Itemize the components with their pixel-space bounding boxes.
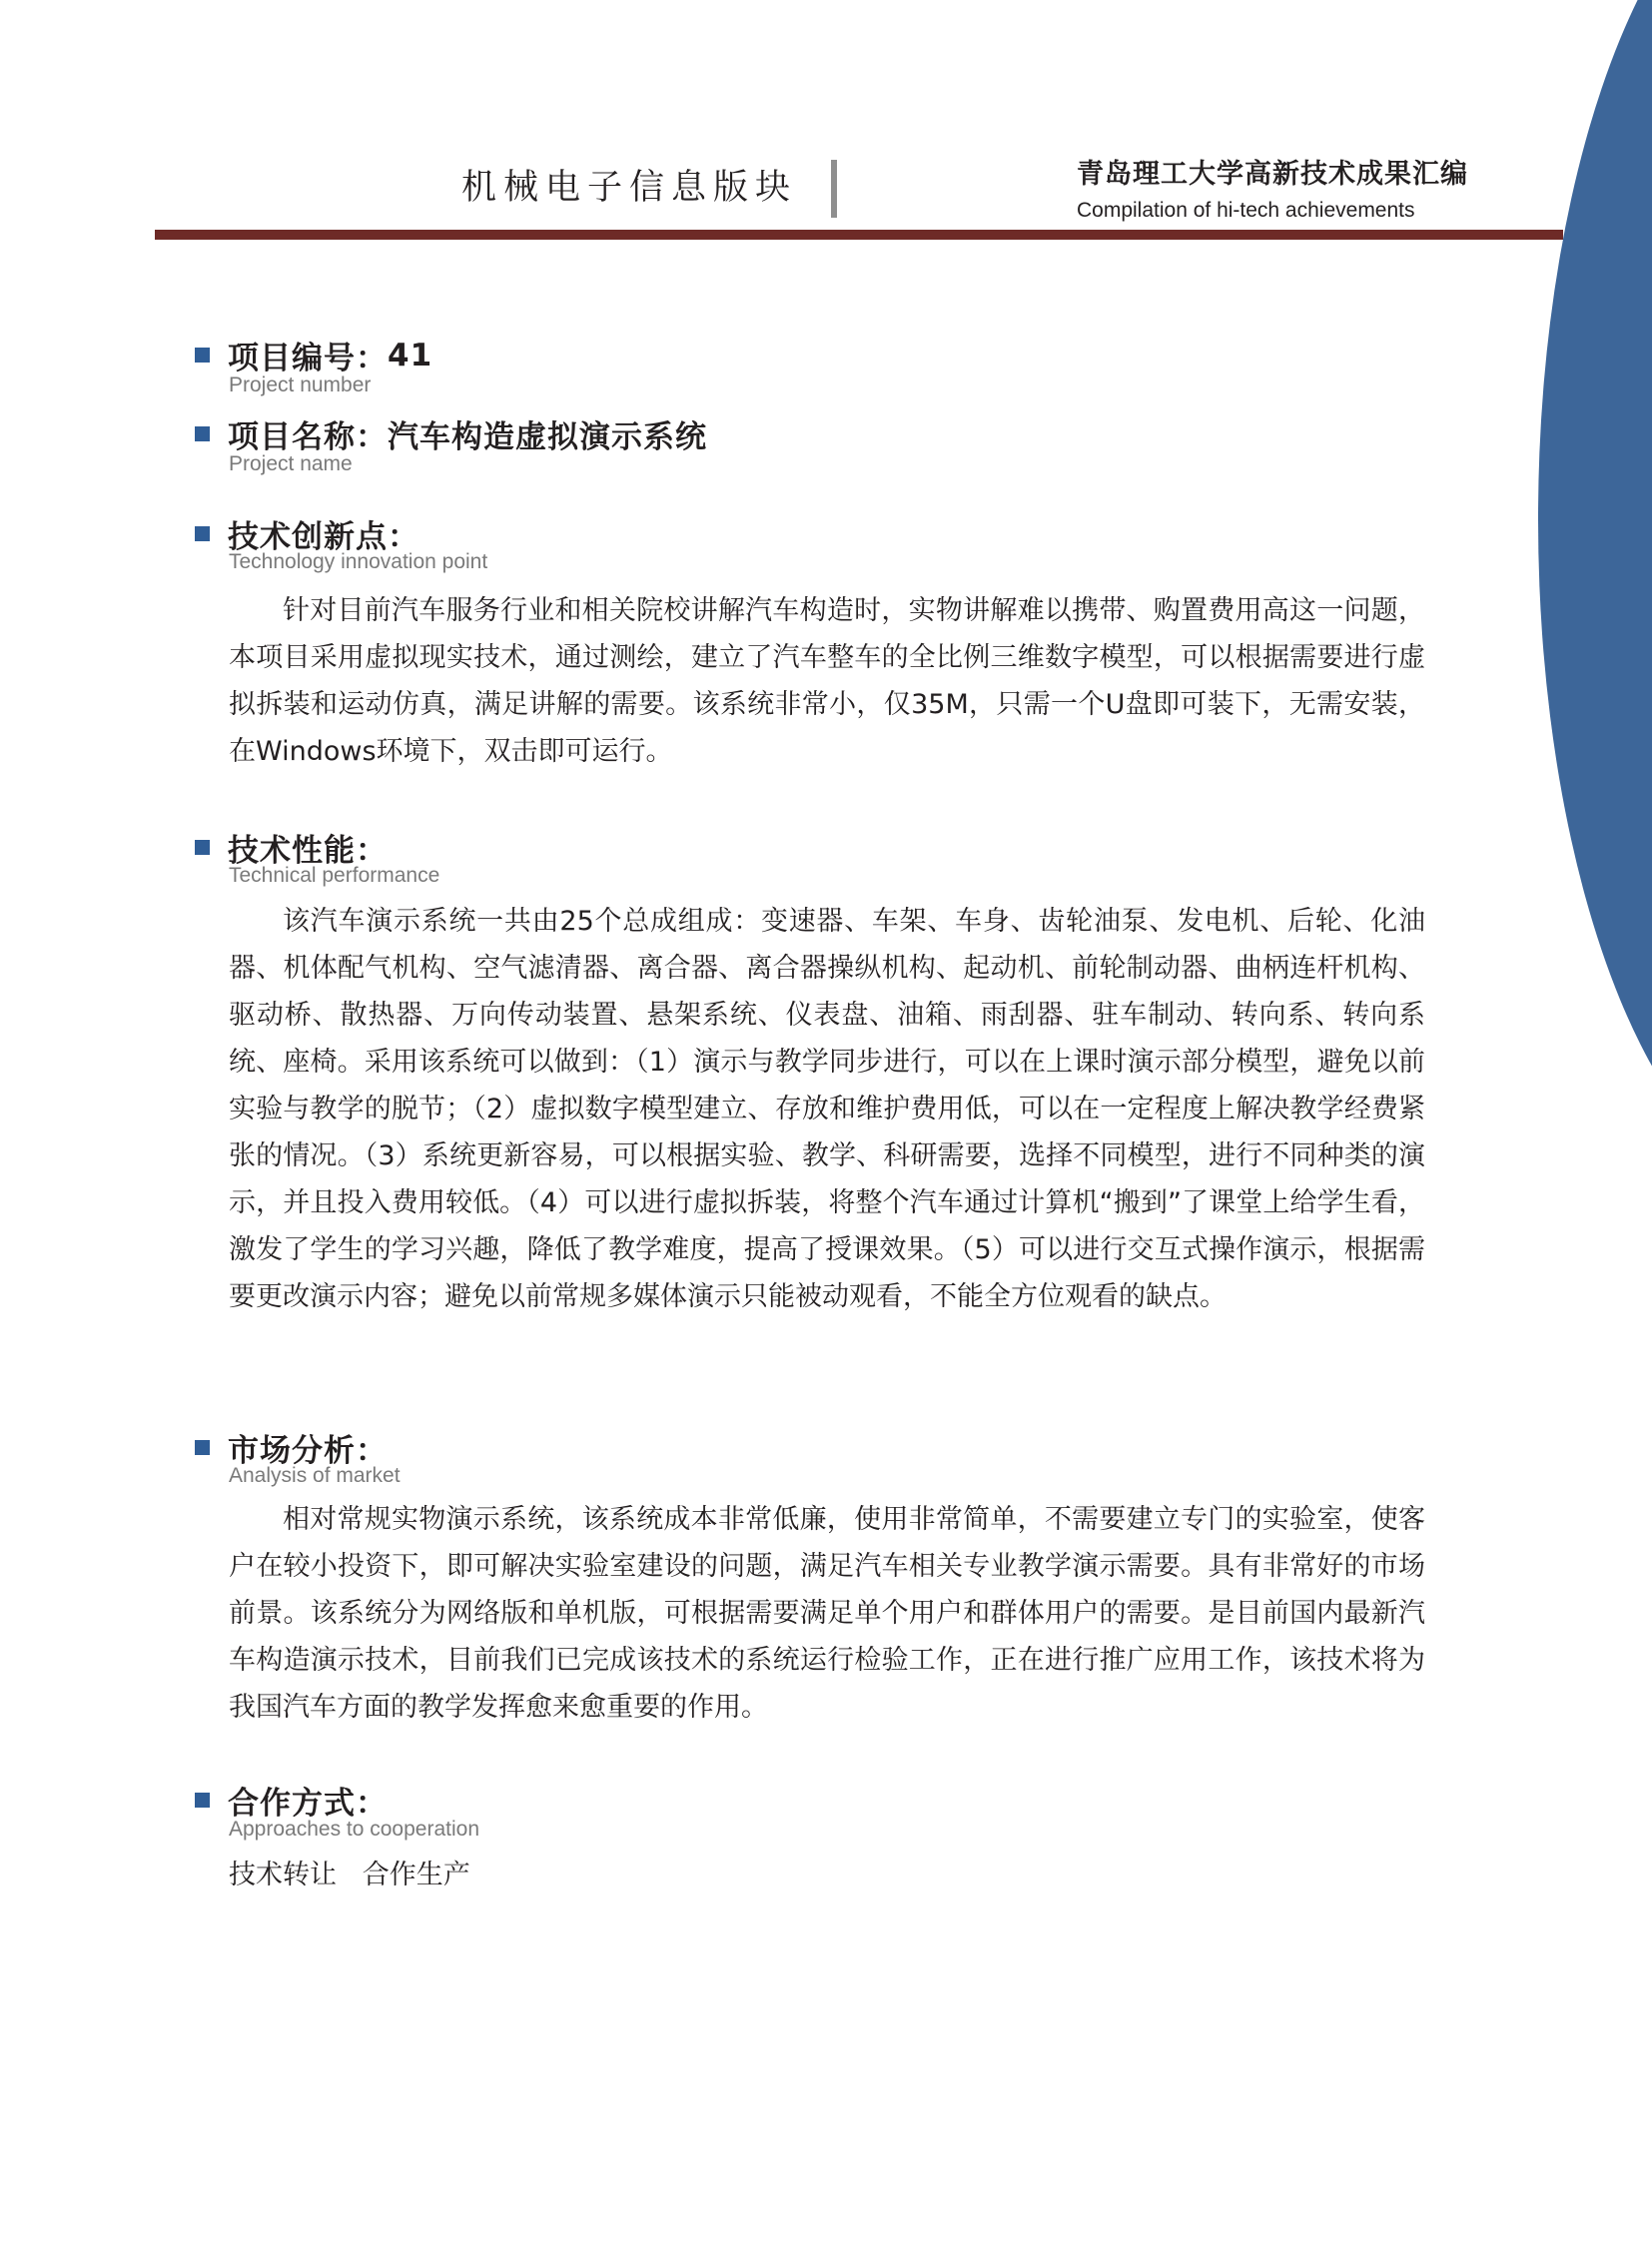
project-name-value: 汽车构造虚拟演示系统: [388, 419, 707, 455]
section-label: 机械电子信息版块: [461, 168, 798, 208]
square-bullet-icon: [195, 1440, 210, 1455]
cooperation-text: 技术转让 合作生产: [229, 1860, 470, 1890]
performance-label: 技术性能：: [228, 833, 388, 869]
performance-subtitle: Technical performance: [229, 864, 440, 887]
header-org: [1077, 152, 1466, 223]
market-label: 市场分析：: [228, 1433, 388, 1469]
decorative-side-arc: [1538, 0, 1652, 1198]
project-number-subtitle: Project number: [229, 374, 372, 396]
org-title: 青岛理工大学高新技术成果汇编: [1077, 159, 1468, 190]
innovation-subtitle: Technology innovation point: [229, 550, 488, 573]
project-number-value: 41: [388, 337, 433, 374]
cooperation-label: 合作方式：: [228, 1786, 388, 1822]
org-subtitle: Compilation of hi-tech achievements: [1077, 199, 1415, 222]
square-bullet-icon: [195, 348, 210, 363]
cooperation-subtitle: Approaches to cooperation: [229, 1818, 480, 1841]
market-subtitle: Analysis of market: [229, 1464, 401, 1487]
market-text: 相对常规实物演示系统，该系统成本非常低廉，使用非常简单，不需要建立专门的实验室，使客户在较小投资下，即可解决实验室建设的问题，满足汽车相关专业教学演示需要。具有非常好的市场前景。该系统分为网络版和单机版，可根据需要满足单个用户和群体用户的需要。是目前国内最新汽车构造演示技术，目前我们已完成该技术的系统运行检验工作，正在进行推广应用工作，该技术将为我国汽车方面的教学发挥愈来愈重要的作用。: [229, 1504, 1425, 1723]
innovation-label: 技术创新点：: [228, 519, 419, 555]
project-name-label: 项目名称：: [228, 419, 388, 455]
square-bullet-icon: [195, 426, 210, 441]
project-name-heading: [195, 411, 707, 456]
square-bullet-icon: [195, 1793, 210, 1808]
innovation-text: 针对目前汽车服务行业和相关院校讲解汽车构造时，实物讲解难以携带、购置费用高这一问题，本项目采用虚拟现实技术，通过测绘，建立了汽车整车的全比例三维数字模型，可以根据需要进行虚拟拆装和运动仿真，满足讲解的需要。该系统非常小，仅35M，只需一个U盘即可装下，无需安装，在Windows环境下，双击即可运行。: [229, 595, 1425, 767]
square-bullet-icon: [195, 526, 210, 541]
performance-text: 该汽车演示系统一共由25个总成组成：变速器、车架、车身、齿轮油泵、发电机、后轮、化油器、机体配气机构、空气滤清器、离合器、离合器操纵机构、起动机、前轮制动器、曲柄连杆机构、驱动桥、散热器、万向传动装置、悬架系统、仪表盘、油箱、雨刮器、驻车制动、转向系、转向系统、座椅。采用该系统可以做到：（1）演示与教学同步进行，可以在上课时演示部分模型，避免以前实验与教学的脱节；（2）虚拟数字模型建立、存放和维护费用低，可以在一定程度上解决教学经费紧张的情况。（3）系统更新容易，可以根据实验、教学、科研需要，选择不同模型，进行不同种类的演示，并且投入费用较低。（4）可以进行虚拟拆装，将整个汽车通过计算机“搬到”了课堂上给学生看，激发了学生的学习兴趣，降低了教学难度，提高了授课效果。（5）可以进行交互式操作演示，根据需要更改演示内容；避免以前常规多媒体演示只能被动观看，不能全方位观看的缺点。: [229, 906, 1425, 1312]
header-rule: [155, 230, 1563, 240]
project-number-heading: [195, 333, 432, 377]
header-divider: [831, 160, 837, 218]
project-number-label: 项目编号：: [228, 341, 388, 376]
project-name-subtitle: Project name: [229, 452, 353, 475]
cooperation-heading: [195, 1778, 388, 1823]
square-bullet-icon: [195, 840, 210, 855]
